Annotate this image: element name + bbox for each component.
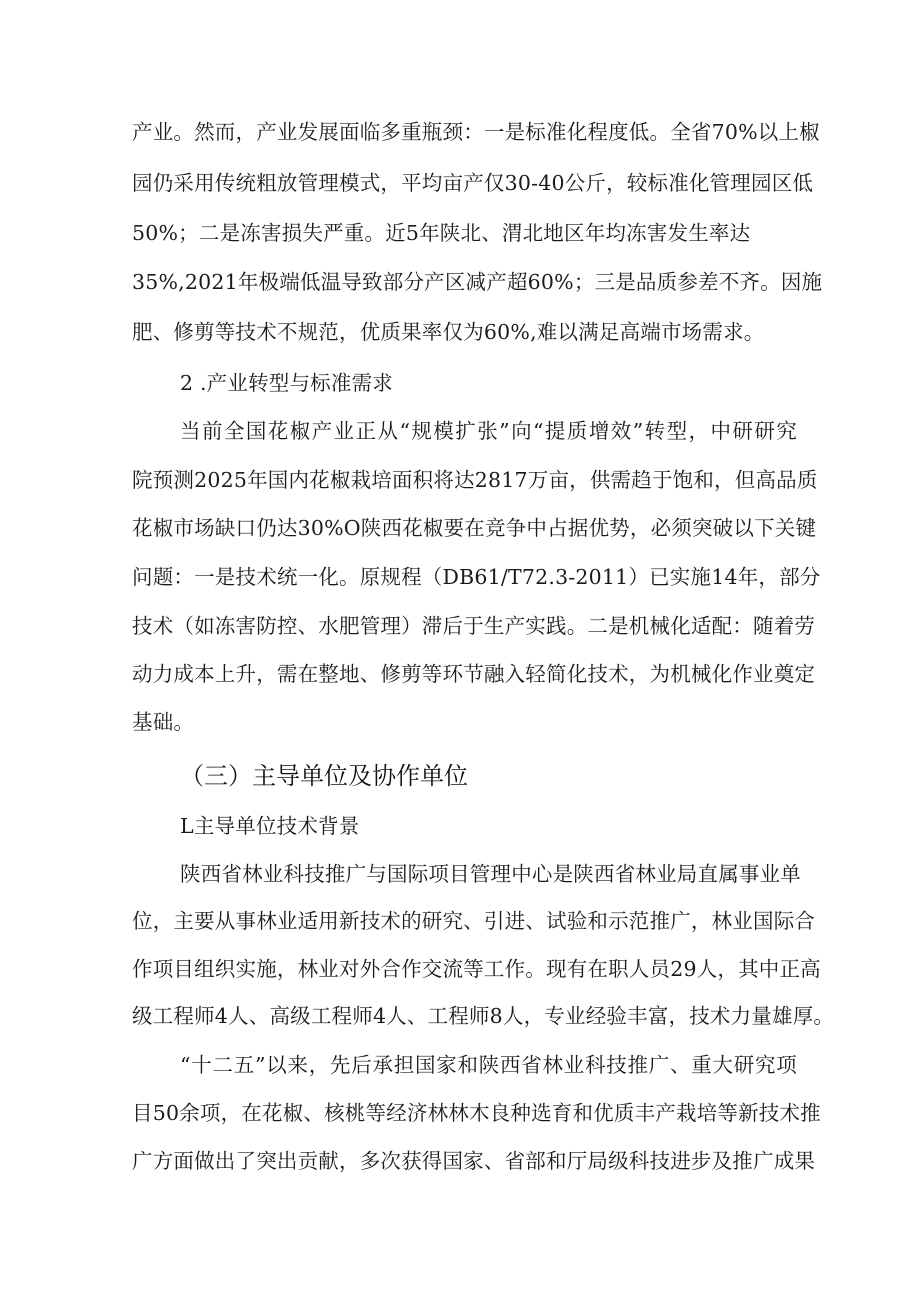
paragraph-2-line-1: 当前全国花椒产业正从“规模扩张”向“提质增效”转型，中研研究 [180,419,797,443]
paragraph-4-line-2: 目50余项，在花椒、核桃等经济林林木良种选育和优质丰产栽培等新技术推 [132,1101,821,1125]
paragraph-4-line-1: “十二五”以来，先后承担国家和陕西省林业科技推广、重大研究项 [180,1053,797,1077]
paragraph-2-line-6: 动力成本上升，需在整地、修剪等环节融入轻简化技术，为机械化作业奠定 [132,662,816,686]
paragraph-3-line-3: 作项目组织实施，林业对外合作交流等工作。现有在职人员29人，其中正高 [132,957,821,981]
section-3-heading: （三）主导单位及协作单位 [180,762,468,790]
paragraph-1-line-2: 园仍采用传统粗放管理模式，平均亩产仅30-40公斤，较标准化管理园区低 [132,171,814,195]
paragraph-1-line-1: 产业。然而，产业发展面临多重瓶颈：一是标准化程度低。全省70%以上椒 [132,120,820,144]
paragraph-3-line-2: 位，主要从事林业适用新技术的研究、引进、试验和示范推广，林业国际合 [132,909,816,933]
subheading-3-1: L主导单位技术背景 [180,814,360,838]
paragraph-2-line-4: 问题：一是技术统一化。原规程（DB61/T72.3-2011）已实施14年，部分 [132,565,821,589]
paragraph-4-line-3: 广方面做出了突出贡献，多次获得国家、省部和厅局级科技进步及推广成果 [132,1149,816,1173]
paragraph-2-line-3: 花椒市场缺口仍达30%O陕西花椒要在竞争中占据优势，必须突破以下关键 [132,516,817,540]
paragraph-2-line-2: 院预测2025年国内花椒栽培面积将达2817万亩，供需趋于饱和，但高品质 [132,468,818,492]
paragraph-1-line-5: 肥、修剪等技术不规范，优质果率仅为60%,难以满足高端市场需求。 [132,320,765,344]
paragraph-1-line-3: 50%；二是冻害损失严重。近5年陕北、渭北地区年均冻害发生率达 [132,221,751,245]
paragraph-3-line-4: 级工程师4人、高级工程师4人、工程师8人，专业经验丰富，技术力量雄厚。 [132,1004,835,1028]
paragraph-3-line-1: 陕西省林业科技推广与国际项目管理中心是陕西省林业局直属事业单 [180,862,801,886]
subheading-2: 2 .产业转型与标准需求 [180,371,393,395]
paragraph-2-line-7: 基础。 [132,710,195,734]
paragraph-1-line-4: 35%,2021年极端低温导致部分产区减产超60%；三是品质参差不齐。因施 [132,270,823,294]
paragraph-2-line-5: 技术（如冻害防控、水肥管理）滞后于生产实践。二是机械化适配：随着劳 [132,614,816,638]
